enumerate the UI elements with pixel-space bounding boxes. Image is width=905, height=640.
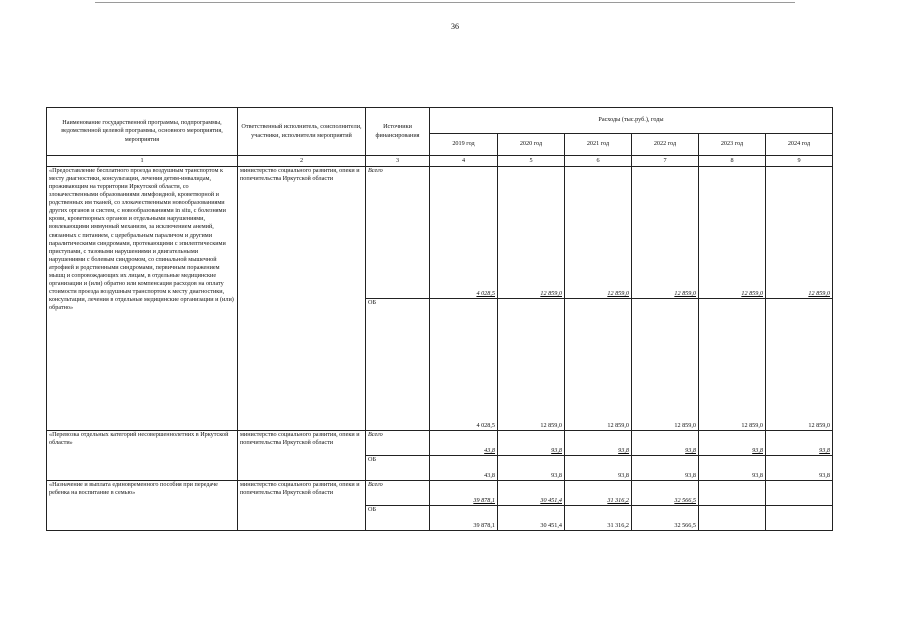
row-2-total-2019: 43,8 — [430, 431, 498, 456]
row-3-total-2019: 39 878,1 — [430, 481, 498, 506]
row-1-sub-2021: 12 859,0 — [565, 299, 632, 431]
row-2-total-2021: 93,8 — [565, 431, 632, 456]
row-3-executor: министерство социального развития, опеки и попечительства Иркутской области — [238, 481, 366, 531]
top-border-line — [95, 2, 795, 3]
row-1-sub-2019: 4 028,5 — [430, 299, 498, 431]
row-3-sub-2023 — [699, 506, 766, 531]
row-3-total-2022: 32 566,5 — [632, 481, 699, 506]
col-number: 6 — [565, 156, 632, 167]
row-1-name: «Предоставление бесплатного проезда воздушным транспортом к месту диагностики, консультации, лечения детям-инвалидам, проживающим на территории Иркутской области, со злокачественными образованиями лимфоидной, кроветворной и родственных им тканей, со злокачественными новообразованиями других органов и систем, с новообразованиями in situ, с болезнями крови, кроветворных органов и отдельными нарушениями, вовлекающими иммунный механизм, за исключением анемий, связанных с питанием, с церебральным параличом и другими паралитическими синдромами, протекающими с эпилептическими приступами, с тазовыми нарушениями и двигательными нарушениями с болевым синдромом, со спинальной мышечной атрофией и родственными синдромами, первичным поражением мышц и сопровождающих их лицам, в отдельные медицинские организации и (или) обратно или компенсация расходов на оплату стоимости проезда воздушным транспортом к месту диагностики, консультации, лечения в отдельные медицинские организации и (или) обратно» — [47, 167, 238, 431]
header-year-2020: 2020 год — [498, 134, 565, 156]
header-name: Наименование государственной программы, подпрограммы, ведомственной целевой программы, основного мероприятия, мероприятия — [47, 108, 238, 156]
row-1-sub-2024: 12 859,0 — [766, 299, 833, 431]
header-expenses: Расходы (тыс.руб.), годы — [430, 108, 833, 134]
row-2-sub-2023: 93,8 — [699, 456, 766, 481]
row-1-total-2021: 12 859,0 — [565, 167, 632, 299]
row-2-sub-2020: 93,8 — [498, 456, 565, 481]
row-3-total-label: Всего — [366, 481, 430, 506]
col-number: 1 — [47, 156, 238, 167]
header-year-2023: 2023 год — [699, 134, 766, 156]
row-1-total-2019: 4 028,5 — [430, 167, 498, 299]
row-2-name: «Перевозка отдельных категорий несовершеннолетних в Иркутской области» — [47, 431, 238, 481]
row-2-total-2022: 93,8 — [632, 431, 699, 456]
header-year-2019: 2019 год — [430, 134, 498, 156]
row-1-sub-2022: 12 859,0 — [632, 299, 699, 431]
row-2-sub-label: ОБ — [366, 456, 430, 481]
row-3-sub-2020: 30 451,4 — [498, 506, 565, 531]
header-source: Источники финансирования — [366, 108, 430, 156]
col-number: 4 — [430, 156, 498, 167]
row-1-total-2020: 12 859,0 — [498, 167, 565, 299]
row-2-sub-2024: 93,8 — [766, 456, 833, 481]
col-number: 9 — [766, 156, 833, 167]
row-1-sub-label: ОБ — [366, 299, 430, 431]
budget-table — [46, 107, 833, 531]
row-1-sub-2020: 12 859,0 — [498, 299, 565, 431]
col-number: 8 — [699, 156, 766, 167]
row-2-total-2024: 93,8 — [766, 431, 833, 456]
row-3-sub-2021: 31 316,2 — [565, 506, 632, 531]
col-number: 5 — [498, 156, 565, 167]
row-3-sub-label: ОБ — [366, 506, 430, 531]
row-1-sub-2023: 12 859,0 — [699, 299, 766, 431]
col-number: 2 — [238, 156, 366, 167]
col-number: 7 — [632, 156, 699, 167]
row-3-name: «Назначение и выплата единовременного пособия при передаче ребенка на воспитание в семью» — [47, 481, 238, 531]
col-number: 3 — [366, 156, 430, 167]
row-3-sub-2024 — [766, 506, 833, 531]
row-2-sub-2019: 43,8 — [430, 456, 498, 481]
row-2-total-2023: 93,8 — [699, 431, 766, 456]
row-1-total-2022: 12 859,0 — [632, 167, 699, 299]
page-number: 36 — [451, 22, 459, 31]
header-year-2021: 2021 год — [565, 134, 632, 156]
row-3-total-2023 — [699, 481, 766, 506]
row-2-total-label: Всего — [366, 431, 430, 456]
header-year-2024: 2024 год — [766, 134, 833, 156]
header-executor: Ответственный исполнитель, соисполнители, участники, исполнители мероприятий — [238, 108, 366, 156]
row-3-sub-2022: 32 566,5 — [632, 506, 699, 531]
row-3-total-2020: 30 451,4 — [498, 481, 565, 506]
row-1-total-2023: 12 859,0 — [699, 167, 766, 299]
row-3-total-2021: 31 316,2 — [565, 481, 632, 506]
row-2-sub-2022: 93,8 — [632, 456, 699, 481]
row-2-sub-2021: 93,8 — [565, 456, 632, 481]
row-2-executor: министерство социального развития, опеки и попечительства Иркутской области — [238, 431, 366, 481]
row-1-total-label: Всего — [366, 167, 430, 299]
row-2-total-2020: 93,8 — [498, 431, 565, 456]
row-3-total-2024 — [766, 481, 833, 506]
row-3-sub-2019: 39 878,1 — [430, 506, 498, 531]
row-1-total-2024: 12 859,0 — [766, 167, 833, 299]
header-year-2022: 2022 год — [632, 134, 699, 156]
row-1-executor: министерство социального развития, опеки и попечительства Иркутской области — [238, 167, 366, 431]
